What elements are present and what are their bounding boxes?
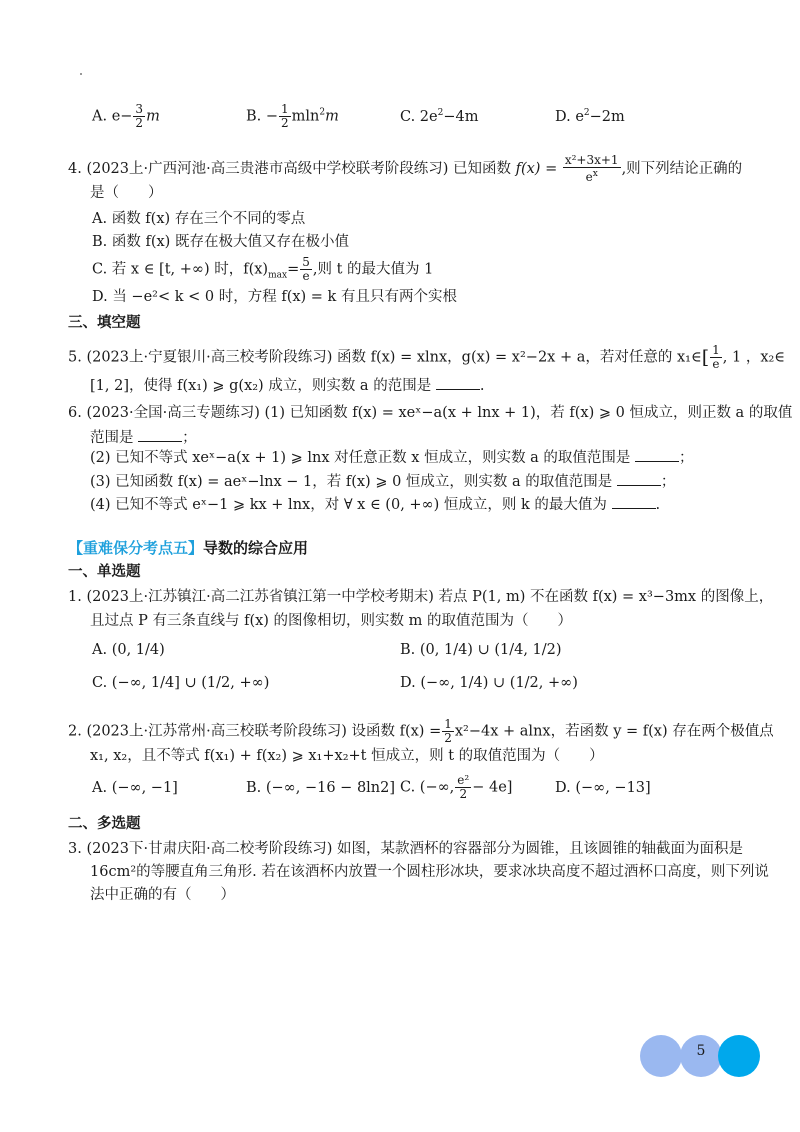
punctuation: ； — [182, 430, 197, 446]
q4-stem — [68, 154, 742, 184]
topic-name: 重难保分考点五 — [83, 539, 189, 557]
q2-option-a: A. (−∞, −1] — [92, 780, 178, 796]
q5-line2 — [90, 375, 484, 396]
q2-option-c — [400, 774, 512, 801]
q2-line2: x₁, x₂，且不等式 f(x₁) + f(x₂) ⩾ x₁+x₂+t 恒成立，则 t 的取值范围为（ ） — [90, 748, 604, 764]
option-label: A. e− — [92, 108, 133, 125]
page-badge-right-circle — [718, 1035, 760, 1077]
question-text: ,则下列结论正确的 — [621, 161, 743, 177]
option-text: ,则 t 的最大值为 1 — [312, 261, 434, 278]
answer-blank[interactable] — [617, 471, 661, 486]
prev-option-b: B. − $\frac{1}{2}$ mln$^2$m — [246, 102, 339, 130]
fraction — [133, 103, 145, 130]
question-text: (2023·全国·高三专题练习) (1) 已知函数 f(x) = xeˣ−a(x + lnx + 1)，若 f(x) ⩾ 0 恒成立，则正数 a 的取值 — [86, 405, 793, 421]
q1-line1 — [68, 587, 773, 607]
punctuation: ； — [679, 450, 694, 466]
q1-option-d: D. (−∞, 1/4) ∪ (1/2, +∞) — [400, 675, 578, 691]
punctuation: ； — [660, 474, 676, 490]
option-text: − 4e] — [472, 779, 513, 796]
q6-line2 — [90, 427, 197, 448]
q4-option-c — [92, 256, 433, 285]
frac-num: 3 — [135, 102, 144, 116]
question-text: x²−4x + alnx，若函数 y = f(x) 存在两个极值点 — [454, 723, 774, 740]
page-number: 5 — [696, 1043, 706, 1059]
prev-option-a — [92, 103, 160, 130]
option-text: C. (−∞, — [400, 779, 455, 796]
page-badge-left-circle — [640, 1035, 682, 1077]
q6-line5 — [90, 494, 660, 515]
equals: = — [287, 261, 300, 278]
frac-den: 2 — [444, 731, 452, 745]
bracket-open: [ — [701, 346, 710, 369]
frac-den: 2 — [135, 116, 144, 130]
fraction — [563, 154, 621, 184]
q1-option-c: C. (−∞, 1/4] ∪ (1/2, +∞) — [92, 675, 270, 691]
answer-blank[interactable] — [138, 427, 182, 442]
punctuation: . — [655, 497, 661, 513]
frac-den: 2 — [459, 787, 468, 801]
question-number: 1. — [68, 589, 82, 605]
q6-line4 — [90, 471, 675, 492]
option-label: D. e — [555, 108, 584, 125]
q1-option-a: A. (0, 1/4) — [92, 642, 165, 658]
frac-den: $e^x$ — [585, 169, 598, 184]
question-text: (2) 已知不等式 xeˣ−a(x + 1) ⩾ lnx 对任意正数 x 恒成立，则实数 a 的取值范围是 — [90, 450, 631, 466]
question-text: 已知函数 — [453, 161, 511, 177]
option-tail: mln — [291, 108, 320, 125]
option-tail: −2m — [589, 108, 625, 125]
q4-stem-line2: 是（ ） — [90, 185, 163, 201]
frac-den: e — [712, 357, 720, 371]
question-text: 范围是 — [90, 430, 134, 446]
question-text: (2023上·宁夏银川·高三校考阶段练习) 函数 f(x) = xlnx，g(x) = x²−2x + a，若对任意的 x₁∈ — [86, 349, 702, 366]
q3-line1 — [68, 839, 743, 859]
topic-title: 导数的综合应用 — [203, 539, 309, 557]
fraction — [710, 344, 722, 371]
frac-den: 2 — [281, 116, 289, 130]
question-text: (3) 已知函数 f(x) = aeˣ−lnx − 1，若 f(x) ⩾ 0 恒成立，则实数 a 的取值范围是 — [90, 474, 613, 490]
option-label: B. − — [246, 108, 279, 125]
section-heading-multi: 二、多选题 — [68, 816, 141, 832]
q1-line2: 且过点 P 有三条直线与 f(x) 的图像相切，则实数 m 的取值范围为（ ） — [90, 613, 573, 629]
question-text: , 1 ，x₂∈ — [722, 349, 786, 366]
option-tail: m — [146, 108, 160, 125]
question-text: (4) 已知不等式 eˣ−1 ⩾ kx + lnx，对 ∀ x ∈ (0, +∞) 恒成立，则 k 的最大值为 — [90, 497, 607, 513]
q2-line1 — [68, 718, 774, 745]
answer-blank[interactable] — [635, 447, 679, 462]
frac-den-base: e — [585, 170, 593, 184]
function-name: f(x) = — [515, 161, 558, 177]
q4-option-a: A. 函数 f(x) 存在三个不同的零点 — [92, 211, 306, 227]
option-tail: −4m — [443, 108, 479, 125]
topic-heading — [68, 538, 308, 558]
answer-blank[interactable] — [612, 494, 656, 509]
option-label: C. 2e — [400, 108, 438, 125]
q4-option-d: D. 当 −e²< k < 0 时，方程 f(x) = k 有且只有两个实根 — [92, 289, 457, 305]
q1-option-b: B. (0, 1/4) ∪ (1/4, 1/2) — [400, 642, 562, 658]
question-number: 4. — [68, 161, 82, 177]
question-number: 5. — [68, 349, 82, 366]
frac-num: 1 — [281, 102, 289, 116]
section-heading-fill: 三、填空题 — [68, 315, 141, 331]
q3-line3: 法中正确的有（ ） — [90, 887, 235, 903]
subscript: max — [268, 270, 288, 281]
prev-option-d: D. $e^2-2m$ — [555, 108, 625, 125]
question-text: [1, 2]，使得 f(x₁) ⩾ g(x₂) 成立，则实数 a 的范围是 — [90, 378, 432, 394]
q4-option-b: B. 函数 f(x) 既存在极大值又存在极小值 — [92, 234, 349, 250]
fraction — [442, 718, 454, 745]
answer-blank[interactable] — [436, 375, 480, 390]
frac-num: 1 — [444, 717, 452, 731]
question-text: (2023下·甘肃庆阳·高二校考阶段练习) 如图，某款酒杯的容器部分为圆锥，且该圆锥的轴截面为面积是 — [86, 841, 743, 857]
scan-dot — [80, 73, 82, 75]
question-number: 2. — [68, 723, 82, 740]
option-tail2: m — [325, 108, 339, 125]
prev-option-c: C. $2e^2-4m$ — [400, 108, 479, 125]
fraction — [279, 103, 291, 130]
q6-line3 — [90, 447, 694, 468]
question-text: (2023上·江苏镇江·高二江苏省镇江第一中学校考期末) 若点 P(1, m) 不在函数 f(x) = x³−3mx 的图像上， — [86, 589, 774, 605]
question-source: (2023上·广西河池·高三贵港市高级中学校联考阶段练习) — [86, 161, 449, 177]
punctuation: . — [479, 378, 485, 394]
frac-num: e² — [457, 773, 470, 787]
section-heading-single: 一、单选题 — [68, 564, 141, 580]
frac-num: 5 — [302, 255, 310, 269]
question-number: 6. — [68, 405, 82, 421]
frac-num: 1 — [712, 343, 720, 357]
q2-option-d: D. (−∞, −13] — [555, 780, 651, 796]
question-number: 3. — [68, 841, 82, 857]
bracket-open: 【 — [68, 539, 84, 557]
q2-option-b: B. (−∞, −16 − 8ln2] — [246, 780, 396, 796]
q5-line1 — [68, 344, 785, 371]
frac-den: e — [302, 269, 310, 283]
bracket-close: 】 — [188, 539, 204, 557]
option-text: C. 若 x ∈ [t, +∞) 时，f(x) — [92, 261, 269, 278]
fraction — [455, 774, 471, 801]
fraction — [300, 256, 312, 283]
frac-num: x²+3x+1 — [564, 153, 619, 167]
q6-line1 — [68, 403, 792, 423]
q3-line2: 16cm²的等腰直角三角形. 若在该酒杯内放置一个圆柱形冰块，要求冰块高度不超过酒杯口高度，则下列说 — [90, 864, 769, 880]
question-text: (2023上·江苏常州·高三校联考阶段练习) 设函数 f(x) = — [86, 723, 442, 740]
